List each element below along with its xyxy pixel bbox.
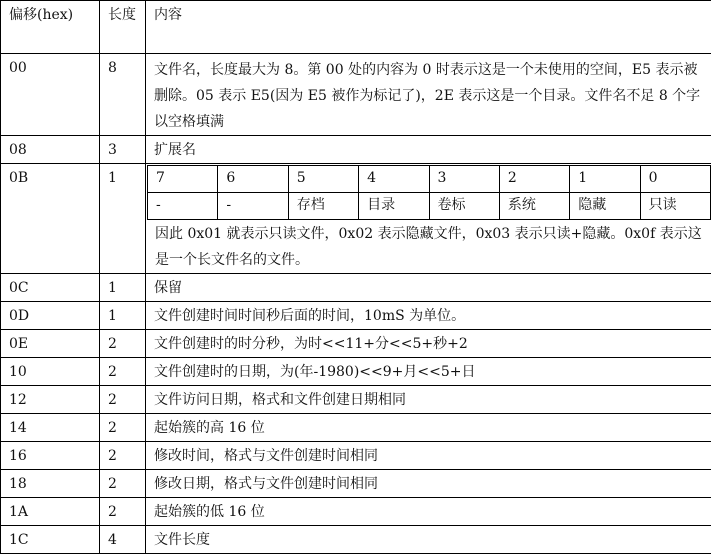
bit-attribute: 隐藏 xyxy=(570,193,640,220)
bit-number-row xyxy=(148,166,711,193)
content-cell: 文件访问日期，格式和文件创建日期相同 xyxy=(146,386,711,414)
bit-number: 4 xyxy=(359,166,429,193)
table-row xyxy=(1,414,711,442)
table-row xyxy=(1,274,711,302)
bit-number: 3 xyxy=(429,166,499,193)
length-cell: 4 xyxy=(100,526,146,554)
table-row xyxy=(1,330,711,358)
offset-cell: 08 xyxy=(1,136,100,164)
content-cell: 文件名，长度最大为 8。第 00 处的内容为 0 时表示这是一个未使用的空间，E5 表示被删除。05 表示 E5(因为 E5 被作为标记了)，2E 表示这是一个目录。文件名不足 8 个字以空格填满 xyxy=(146,54,711,136)
bit-attribute: 只读 xyxy=(640,193,710,220)
offset-cell: 12 xyxy=(1,386,100,414)
bit-attribute: 存档 xyxy=(288,193,358,220)
offset-cell: 14 xyxy=(1,414,100,442)
header-offset: 偏移(hex) xyxy=(1,1,100,54)
bit-attribute: - xyxy=(218,193,288,220)
length-cell: 2 xyxy=(100,386,146,414)
length-cell: 1 xyxy=(100,302,146,330)
length-cell: 2 xyxy=(100,498,146,526)
length-cell: 1 xyxy=(100,274,146,302)
table-row xyxy=(1,358,711,386)
length-cell: 2 xyxy=(100,330,146,358)
content-cell: 扩展名 xyxy=(146,136,711,164)
table-row xyxy=(1,442,711,470)
bit-number: 1 xyxy=(570,166,640,193)
attribute-bits-table xyxy=(147,165,711,220)
offset-cell: 18 xyxy=(1,470,100,498)
bit-attribute: 系统 xyxy=(499,193,569,220)
content-cell: 修改时间，格式与文件创建时间相同 xyxy=(146,442,711,470)
bit-number: 5 xyxy=(288,166,358,193)
bit-attribute: - xyxy=(148,193,218,220)
table-row xyxy=(1,386,711,414)
bit-attribute-row xyxy=(148,193,711,220)
content-cell: 起始簇的低 16 位 xyxy=(146,498,711,526)
content-cell: 文件创建时的日期，为(年-1980)<<9+月<<5+日 xyxy=(146,358,711,386)
bit-attribute: 卷标 xyxy=(429,193,499,220)
content-cell: 文件创建时间时间秒后面的时间，10mS 为单位。 xyxy=(146,302,711,330)
length-cell: 2 xyxy=(100,470,146,498)
length-cell: 8 xyxy=(100,54,146,136)
content-cell: 起始簇的高 16 位 xyxy=(146,414,711,442)
length-cell: 2 xyxy=(100,442,146,470)
table-row xyxy=(1,164,711,274)
table-row xyxy=(1,498,711,526)
content-cell: 文件创建时的时分秒，为时<<11+分<<5+秒+2 xyxy=(146,330,711,358)
table-row xyxy=(1,526,711,554)
bit-number: 6 xyxy=(218,166,288,193)
table-row xyxy=(1,470,711,498)
bit-number: 2 xyxy=(499,166,569,193)
table-header-row xyxy=(1,1,711,54)
offset-cell: 16 xyxy=(1,442,100,470)
bit-number: 7 xyxy=(148,166,218,193)
header-length: 长度 xyxy=(100,1,146,54)
content-cell: 修改日期，格式与文件创建时间相同 xyxy=(146,470,711,498)
length-cell: 1 xyxy=(100,164,146,274)
offset-cell: 0D xyxy=(1,302,100,330)
header-content: 内容 xyxy=(146,1,711,54)
bit-attribute: 目录 xyxy=(359,193,429,220)
attribute-content-cell xyxy=(146,164,711,274)
offset-cell: 0B xyxy=(1,164,100,274)
content-cell: 文件长度 xyxy=(146,526,711,554)
offset-cell: 0C xyxy=(1,274,100,302)
content-cell: 保留 xyxy=(146,274,711,302)
attribute-note: 因此 0x01 就表示只读文件，0x02 表示隐藏文件，0x03 表示只读+隐藏。0x0f 表示这是一个长文件名的文件。 xyxy=(147,220,711,273)
length-cell: 3 xyxy=(100,136,146,164)
length-cell: 2 xyxy=(100,414,146,442)
table-row xyxy=(1,54,711,136)
length-cell: 2 xyxy=(100,358,146,386)
offset-cell: 1C xyxy=(1,526,100,554)
table-row xyxy=(1,302,711,330)
bit-number: 0 xyxy=(640,166,710,193)
offset-cell: 00 xyxy=(1,54,100,136)
table-row xyxy=(1,136,711,164)
offset-cell: 1A xyxy=(1,498,100,526)
offset-cell: 10 xyxy=(1,358,100,386)
offset-cell: 0E xyxy=(1,330,100,358)
